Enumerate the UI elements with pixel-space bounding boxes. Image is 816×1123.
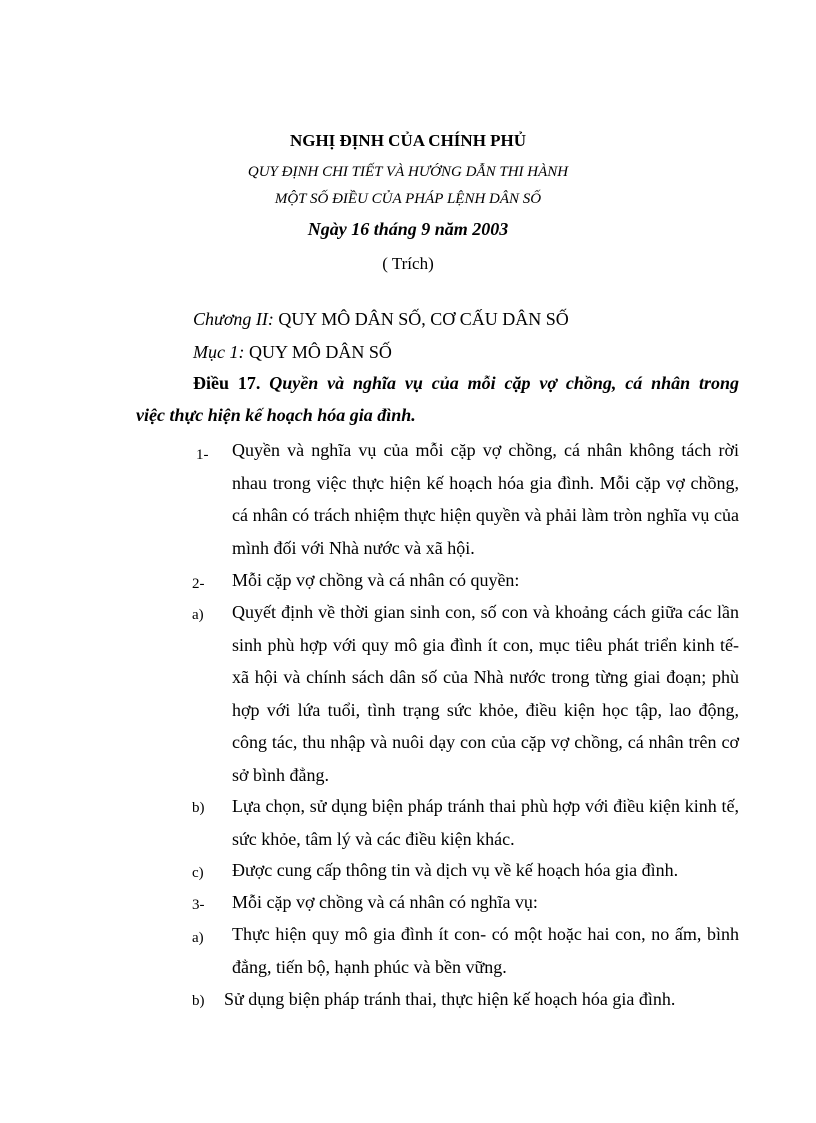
excerpt-note: ( Trích) — [382, 254, 434, 273]
list-item: Thực hiện quy mô gia đình ít con- có một hoặc hai con, no ấm, bình đẳng, tiến bộ, hạnh phúc và bền vững. — [232, 924, 739, 977]
article-heading — [193, 373, 739, 394]
article-title-line-2: việc thực hiện kế hoạch hóa gia đình. — [136, 405, 416, 425]
item-marker: a) — [192, 930, 204, 946]
list-item: Quyết định về thời gian sinh con, số con và khoảng cách giữa các lần sinh phù hợp với quy mô gia đình ít con, mục tiêu phát triển kinh tế- xã hội và chính sách dân số của Nhà nước trong từng giai đoạn; phù hợp với lứa tuổi, tình trạng sức khỏe, điều kiện học tập, lao động, công tác, thu nhập và nuôi dạy con của cặp vợ chồng, cá nhân trên cơ sở bình đẳng. — [232, 602, 739, 785]
document-subtitle-2: MỘT SỐ ĐIỀU CỦA PHÁP LỆNH DÂN SỐ — [274, 191, 542, 207]
section-label: Mục 1: — [193, 342, 245, 362]
section-heading — [193, 342, 392, 363]
section-title: QUY MÔ DÂN SỐ — [244, 342, 392, 362]
item-marker: b) — [192, 800, 205, 816]
item-marker: c) — [192, 865, 204, 881]
document-title: NGHỊ ĐỊNH CỦA CHÍNH PHỦ — [289, 131, 527, 150]
item-marker: 1- — [196, 447, 209, 463]
list-item: Được cung cấp thông tin và dịch vụ về kế hoạch hóa gia đình. — [232, 860, 679, 880]
item-marker: 2- — [192, 576, 205, 592]
document-subtitle-1: QUY ĐỊNH CHI TIẾT VÀ HƯỚNG DẪN THI HÀNH — [247, 164, 569, 180]
article-number: Điều 17. — [193, 373, 261, 393]
chapter-label: Chương II: — [193, 309, 274, 329]
document-date: Ngày 16 tháng 9 năm 2003 — [307, 219, 509, 239]
list-item: Lựa chọn, sử dụng biện pháp tránh thai phù hợp với điều kiện kinh tế, sức khỏe, tâm lý và các điều kiện khác. — [232, 796, 739, 849]
list-item: Quyền và nghĩa vụ của mỗi cặp vợ chồng, cá nhân không tách rời nhau trong việc thực hiện kế hoạch hóa gia đình. Mỗi cặp vợ chồng, cá nhân có trách nhiệm thực hiện quyền và phải làm tròn nghĩa vụ của mình đối với Nhà nước và xã hội. — [232, 440, 739, 558]
list-item: Mỗi cặp vợ chồng và cá nhân có quyền: — [232, 570, 520, 590]
list-item: Mỗi cặp vợ chồng và cá nhân có nghĩa vụ: — [232, 892, 538, 912]
chapter-heading — [193, 309, 569, 330]
article-title-line-1: Quyền và nghĩa vụ của mỗi cặp vợ chồng, cá nhân trong — [269, 373, 740, 393]
list-item: Sử dụng biện pháp tránh thai, thực hiện kế hoạch hóa gia đình. — [224, 989, 676, 1009]
item-marker: a) — [192, 607, 204, 623]
item-marker: 3- — [192, 897, 205, 913]
item-marker: b) — [192, 993, 205, 1009]
chapter-title: QUY MÔ DÂN SỐ, CƠ CẤU DÂN SỐ — [273, 309, 569, 329]
